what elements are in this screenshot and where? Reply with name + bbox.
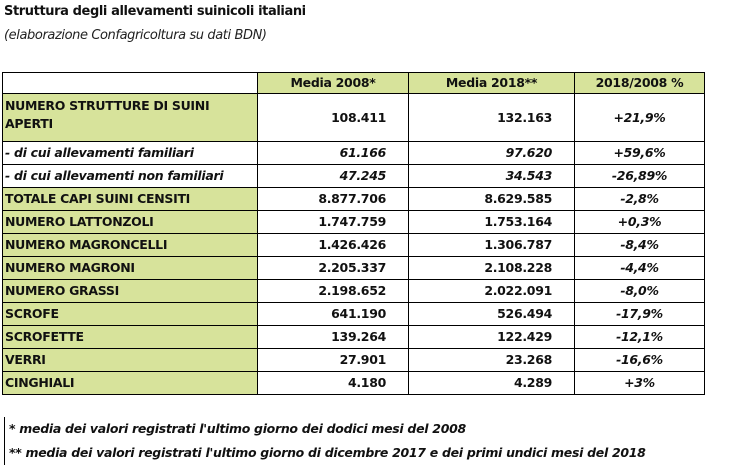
row-label: NUMERO GRASSI [3, 280, 258, 303]
header-media-2008: Media 2008* [258, 73, 409, 94]
value-variation: -12,1% [575, 326, 705, 349]
row-label: CINGHIALI [3, 372, 258, 395]
row-label: TOTALE CAPI SUINI CENSITI [3, 188, 258, 211]
header-variation: 2018/2008 % [575, 73, 705, 94]
value-variation: -8,0% [575, 280, 705, 303]
table-row [3, 280, 705, 303]
value-2018: 2.022.091 [409, 280, 575, 303]
table-row [3, 94, 705, 142]
value-variation: +59,6% [575, 142, 705, 165]
value-variation: -17,9% [575, 303, 705, 326]
row-label: VERRI [3, 349, 258, 372]
value-2008: 47.245 [258, 165, 409, 188]
table-row [3, 326, 705, 349]
value-2008: 139.264 [258, 326, 409, 349]
value-2008: 61.166 [258, 142, 409, 165]
row-label: NUMERO MAGRONI [3, 257, 258, 280]
value-2008: 1.426.426 [258, 234, 409, 257]
table-row [3, 349, 705, 372]
table-subtitle: (elaborazione Confagricoltura su dati BDN) [4, 28, 267, 43]
value-2008: 108.411 [258, 94, 409, 142]
value-2008: 2.198.652 [258, 280, 409, 303]
footnote-2008: * media dei valori registrati l'ultimo giorno dei dodici mesi del 2008 [9, 421, 466, 436]
value-variation: -4,4% [575, 257, 705, 280]
value-2008: 2.205.337 [258, 257, 409, 280]
value-2018: 34.543 [409, 165, 575, 188]
value-2008: 8.877.706 [258, 188, 409, 211]
value-2008: 1.747.759 [258, 211, 409, 234]
table-row [3, 234, 705, 257]
value-2018: 4.289 [409, 372, 575, 395]
row-label: - di cui allevamenti non familiari [3, 165, 258, 188]
row-label: NUMERO MAGRONCELLI [3, 234, 258, 257]
value-variation: -26,89% [575, 165, 705, 188]
header-blank-cell [3, 73, 258, 94]
value-variation: -8,4% [575, 234, 705, 257]
value-2008: 4.180 [258, 372, 409, 395]
table-row [3, 257, 705, 280]
table-row [3, 303, 705, 326]
value-2008: 27.901 [258, 349, 409, 372]
value-2018: 1.753.164 [409, 211, 575, 234]
table-title: Struttura degli allevamenti suinicoli italiani [4, 4, 306, 19]
row-label: NUMERO LATTONZOLI [3, 211, 258, 234]
table-row [3, 142, 705, 165]
value-variation: +21,9% [575, 94, 705, 142]
row-label: SCROFE [3, 303, 258, 326]
footnote-2018: ** media dei valori registrati l'ultimo giorno di dicembre 2017 e dei primi undici mesi del 2018 [9, 445, 646, 460]
table-row [3, 165, 705, 188]
value-2018: 122.429 [409, 326, 575, 349]
row-label: SCROFETTE [3, 326, 258, 349]
header-media-2018: Media 2018** [409, 73, 575, 94]
value-2018: 8.629.585 [409, 188, 575, 211]
row-label: NUMERO STRUTTURE DI SUINI APERTI [3, 94, 258, 142]
pig-farms-table [2, 72, 705, 395]
table-row [3, 372, 705, 395]
footnotes [4, 417, 646, 465]
value-2018: 132.163 [409, 94, 575, 142]
table-row [3, 211, 705, 234]
table-row [3, 188, 705, 211]
value-2018: 97.620 [409, 142, 575, 165]
value-variation: +3% [575, 372, 705, 395]
value-2008: 641.190 [258, 303, 409, 326]
value-2018: 23.268 [409, 349, 575, 372]
header-row [3, 73, 705, 94]
value-variation: +0,3% [575, 211, 705, 234]
value-2018: 526.494 [409, 303, 575, 326]
value-2018: 2.108.228 [409, 257, 575, 280]
value-2018: 1.306.787 [409, 234, 575, 257]
row-label: - di cui allevamenti familiari [3, 142, 258, 165]
value-variation: -16,6% [575, 349, 705, 372]
value-variation: -2,8% [575, 188, 705, 211]
